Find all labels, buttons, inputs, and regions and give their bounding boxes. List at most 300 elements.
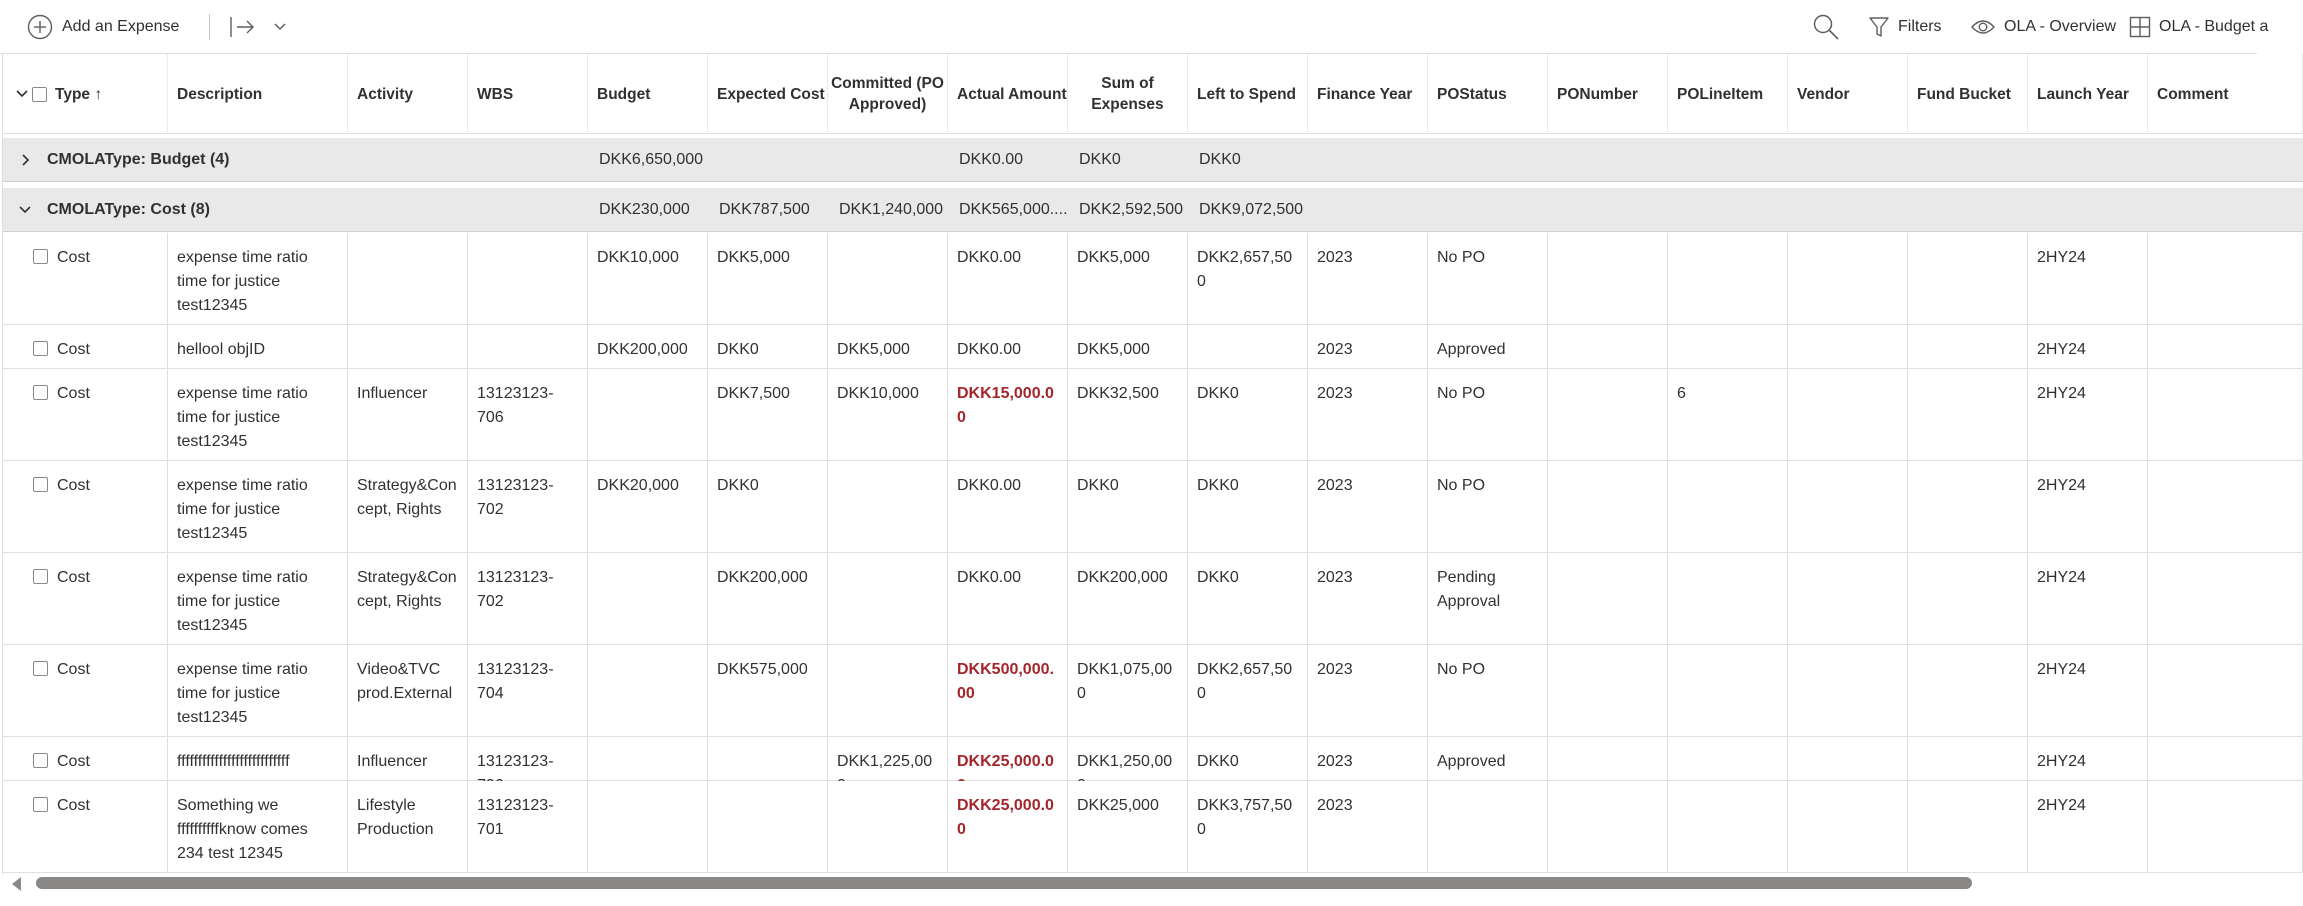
cell-text: Cost [57,341,90,358]
cell-description [168,553,348,644]
horizontal-scrollbar[interactable] [0,874,2257,892]
toolbar-divider [209,14,210,40]
table-row[interactable] [3,233,2303,325]
grid-icon [2129,16,2151,38]
column-header-label: Comment [2157,85,2229,103]
cell-text: 6 [1677,385,1686,402]
column-header-actual-amount[interactable] [948,54,1068,134]
cell-text: expense time ratio time for justice test12345 [177,385,308,450]
cell-text: 2023 [1317,385,1353,402]
cell-text: 2HY24 [2037,341,2086,358]
column-header-label: Fund Bucket [1917,85,2011,103]
cell-launch-year [2028,233,2148,324]
group-header-row[interactable] [3,138,2303,182]
cell-type [3,461,168,552]
cell-fund-bucket [1908,553,2028,644]
cell-polineitem [1668,461,1788,552]
cell-committed [828,325,948,368]
cell-committed [828,645,948,736]
column-header-polineitem[interactable] [1668,54,1788,134]
cell-budget [588,781,708,872]
add-expense-label: Add an Expense [62,18,180,35]
cell-text: DKK575,000 [717,661,808,678]
cell-budget [588,325,708,368]
cell-text: 13123123-701 [477,797,554,838]
column-header-comment[interactable] [2148,54,2303,134]
column-header-label: Type ↑ [55,85,103,103]
column-header-label: Committed (PO Approved) [831,75,944,113]
cell-left-to-spend [1188,645,1308,736]
group-total-actual-amount: DKK565,000.... [959,201,1068,218]
cell-text: 2023 [1317,753,1353,770]
cell-left-to-spend [1188,325,1308,368]
cell-postatus [1428,325,1548,368]
cell-sum-expenses [1068,737,1188,780]
cell-postatus [1428,461,1548,552]
cell-description [168,461,348,552]
cell-expected-cost [708,553,828,644]
column-header-wbs[interactable] [468,54,588,134]
cell-text: 2HY24 [2037,385,2086,402]
cell-sum-expenses [1068,645,1188,736]
cell-activity [348,645,468,736]
cell-activity [348,461,468,552]
view-label: OLA - Overview [2004,18,2117,35]
cell-text: No PO [1437,249,1486,266]
cell-ponumber [1548,325,1668,368]
cell-text: DKK0 [1197,385,1239,402]
table-row[interactable] [3,325,2303,369]
cell-sum-expenses [1068,325,1188,368]
cell-vendor [1788,325,1908,368]
add-expense-button[interactable] [27,0,179,54]
column-header-ponumber[interactable] [1548,54,1668,134]
cell-comment [2148,369,2303,460]
column-header-postatus[interactable] [1428,54,1548,134]
cell-vendor [1788,781,1908,872]
column-header-label: Activity [357,85,413,103]
group-total-expected-cost [719,138,825,182]
group-total-sum-expenses: DKK2,592,500 [1079,201,1184,218]
column-header-activity[interactable] [348,54,468,134]
cell-vendor [1788,233,1908,324]
cell-text: DKK0 [1197,753,1239,770]
collapse-all-chevron-icon[interactable] [15,89,29,99]
cell-actual-amount [948,645,1068,736]
cell-text: hellool objID [177,341,266,358]
column-header-label: Finance Year [1317,85,1413,103]
cell-text: DKK25,000.0 [957,753,1054,770]
cell-ponumber [1548,737,1668,780]
cell-text: DKK0 [717,477,759,494]
cell-type [3,737,168,780]
cell-postatus [1428,233,1548,324]
cell-budget [588,461,708,552]
grid-view-button[interactable] [2129,0,2268,54]
filters-label: Filters [1898,18,1942,35]
cell-text: DKK15,000.00 [957,385,1054,426]
cell-launch-year [2028,461,2148,552]
group-total-left-to-spend: DKK9,072,500 [1199,201,1304,218]
cell-polineitem [1668,737,1788,780]
cell-launch-year [2028,369,2148,460]
cell-launch-year [2028,737,2148,780]
cell-text: DKK32,500 [1077,385,1159,402]
cell-text: 2023 [1317,797,1353,814]
cell-budget [588,737,708,780]
cell-comment [2148,645,2303,736]
column-header-label: Budget [597,85,651,103]
cell-sum-expenses [1068,461,1188,552]
eye-icon [1970,17,1996,37]
cell-text: DKK7,500 [717,385,790,402]
cell-description [168,233,348,324]
column-header-left-to-spend[interactable] [1188,54,1308,134]
cell-type [3,781,168,872]
cell-finance-year [1308,233,1428,324]
cell-text: 13123123-704 [477,661,554,702]
cell-text: 2HY24 [2037,477,2086,494]
column-header-launch-year[interactable] [2028,54,2148,134]
cell-text: expense time ratio time for justice test12345 [177,477,308,542]
cell-text: Something we ffffffffffknow comes 234 test 12345 [177,797,308,862]
cell-sum-expenses [1068,233,1188,324]
filters-button[interactable] [1868,0,1942,54]
cell-text: DKK2,657,500 [1197,249,1293,290]
cell-text: Lifestyle Production [357,797,434,838]
cell-text: Cost [57,385,90,402]
search-button[interactable] [1812,0,1840,54]
cell-text: Influencer [357,753,428,770]
select-all-checkbox[interactable] [32,87,47,102]
cell-text: expense time ratio time for justice test12345 [177,661,308,726]
cell-text: Cost [57,753,90,770]
cell-vendor [1788,369,1908,460]
column-header-finance-year[interactable] [1308,54,1428,134]
cell-comment [2148,233,2303,324]
cell-text: 13123123-706 [477,385,554,426]
cell-sum-expenses [1068,781,1188,872]
cell-text: DKK200,000 [717,569,808,586]
cell-description [168,781,348,872]
column-header-sum-expenses[interactable] [1068,54,1188,134]
cell-text: DKK200,000 [1077,569,1168,586]
column-header-label: Launch Year [2037,85,2129,103]
cell-vendor [1788,461,1908,552]
cell-text: Cost [57,797,90,814]
filter-icon [1868,15,1890,39]
cell-text: expense time ratio time for justice test12345 [177,249,308,314]
plus-circle-icon [27,14,53,40]
cell-committed [828,737,948,780]
cell-ponumber [1548,233,1668,324]
cell-wbs [468,369,588,460]
cell-description [168,645,348,736]
export-dropdown-button[interactable] [273,0,287,54]
cell-text: DKK10,000 [837,385,919,402]
column-header-label: POLineItem [1677,85,1764,103]
cell-expected-cost [708,645,828,736]
cell-finance-year [1308,461,1428,552]
cell-committed [828,553,948,644]
cell-text: No PO [1437,385,1486,402]
cell-committed [828,369,948,460]
cell-description [168,737,348,780]
cell-activity [348,553,468,644]
column-header-label: Sum of Expenses [1091,75,1164,113]
cell-launch-year [2028,781,2148,872]
group-header-row[interactable] [3,188,2303,232]
cell-activity [348,737,468,780]
cell-text: DKK25,000.00 [957,797,1054,838]
cell-wbs [468,737,588,780]
group-total-budget: DKK230,000 [599,201,690,218]
cell-ponumber [1548,781,1668,872]
cell-description [168,369,348,460]
grid-view-label: OLA - Budget a [2159,18,2269,35]
cell-expected-cost [708,737,828,780]
cell-expected-cost [708,233,828,324]
cell-text: expense time ratio time for justice test12345 [177,569,308,634]
cell-comment [2148,461,2303,552]
cell-actual-amount [948,233,1068,324]
cell-actual-amount [948,461,1068,552]
cell-text: DKK5,000 [1077,249,1150,266]
cell-text: Cost [57,569,90,586]
cell-text: DKK25,000 [1077,797,1159,814]
column-header-committed[interactable] [828,54,948,134]
cell-text: Video&TVC prod.External [357,661,453,702]
group-total-left-to-spend: DKK0 [1199,151,1241,168]
cell-activity [348,781,468,872]
cell-sum-expenses [1068,369,1188,460]
cell-text: fffffffffffffffffffffffffff [177,753,290,770]
column-header-label: Left to Spend [1197,85,1297,103]
cell-left-to-spend [1188,553,1308,644]
cell-polineitem [1668,369,1788,460]
cell-text: DKK1,075,000 [1077,661,1173,702]
column-header-label: POStatus [1437,85,1507,103]
cell-text: DKK5,000 [1077,341,1150,358]
cell-text: Cost [57,661,90,678]
cell-wbs [468,553,588,644]
cell-expected-cost [708,369,828,460]
cell-finance-year [1308,781,1428,872]
cell-text: 2023 [1317,249,1353,266]
group-total-expected-cost: DKK787,500 [719,201,810,218]
cell-expected-cost [708,781,828,872]
export-button[interactable] [228,0,256,54]
cell-text: Cost [57,477,90,494]
cell-text: 13123123-702 [477,569,554,610]
cell-actual-amount [948,325,1068,368]
cell-actual-amount [948,369,1068,460]
column-header-label: Actual Amount [957,85,1067,103]
cell-text: 2023 [1317,341,1353,358]
chevron-down-icon [273,22,287,32]
cell-comment [2148,737,2303,780]
cell-text: DKK0.00 [957,341,1022,358]
cell-expected-cost [708,325,828,368]
export-icon [228,15,256,39]
cell-type [3,645,168,736]
cell-text: Strategy&Concept, Rights [357,477,457,518]
chevron-down-icon[interactable] [17,202,33,218]
cell-text: DKK5,000 [837,341,910,358]
column-header-label: Vendor [1797,85,1850,103]
cell-text: DKK3,757,500 [1197,797,1293,838]
cell-vendor [1788,553,1908,644]
cell-text: DKK20,000 [597,477,679,494]
cell-type [3,325,168,368]
cell-polineitem [1668,233,1788,324]
table-row[interactable] [3,553,2303,645]
chevron-right-icon[interactable] [17,152,33,168]
cell-wbs [468,461,588,552]
group-total-budget: DKK6,650,000 [599,151,704,168]
cell-actual-amount [948,553,1068,644]
column-header-label: WBS [477,85,514,103]
cell-expected-cost [708,461,828,552]
cell-committed [828,461,948,552]
cell-text: DKK500,000.00 [957,661,1054,702]
column-header-row [3,54,2303,134]
cell-left-to-spend [1188,461,1308,552]
cell-vendor [1788,737,1908,780]
cell-text: DKK1,225,00 [837,753,933,770]
cell-text: 2HY24 [2037,569,2086,586]
table-row[interactable] [3,645,2303,737]
cell-type [3,553,168,644]
cell-ponumber [1548,553,1668,644]
cell-type [3,233,168,324]
cell-postatus [1428,645,1548,736]
cell-activity [348,233,468,324]
cell-launch-year [2028,325,2148,368]
cell-text: DKK200,000 [597,341,688,358]
cell-ponumber [1548,645,1668,736]
cell-text: Influencer [357,385,428,402]
expense-grid [2,54,2257,874]
cell-text: Strategy&Concept, Rights [357,569,457,610]
cell-text: DKK0 [717,341,759,358]
cell-fund-bucket [1908,781,2028,872]
column-header-budget[interactable] [588,54,708,134]
cell-text: 13123123-702 [477,477,554,518]
cell-comment [2148,781,2303,872]
cell-text: Approved [1437,753,1506,770]
cell-budget [588,553,708,644]
cell-fund-bucket [1908,461,2028,552]
table-row[interactable] [3,461,2303,553]
cell-text: 2HY24 [2037,797,2086,814]
cell-text: DKK0 [1197,477,1239,494]
cell-text: DKK0.00 [957,569,1022,586]
cell-left-to-spend [1188,737,1308,780]
scroll-left-arrow-icon[interactable] [12,877,21,891]
cell-activity [348,369,468,460]
cell-text: DKK5,000 [717,249,790,266]
table-row[interactable] [3,369,2303,461]
column-header-expected-cost[interactable] [708,54,828,134]
cell-text: DKK1,250,00 [1077,753,1173,770]
cell-text: 2HY24 [2037,753,2086,770]
cell-wbs [468,325,588,368]
column-header-fund-bucket[interactable] [1908,54,2028,134]
group-total-committed: DKK1,240,000 [839,201,944,218]
cell-postatus [1428,553,1548,644]
cell-actual-amount [948,781,1068,872]
cell-postatus [1428,369,1548,460]
cell-text: Cost [57,249,90,266]
cell-comment [2148,553,2303,644]
cell-budget [588,233,708,324]
cell-text: DKK0 [1197,569,1239,586]
cell-finance-year [1308,553,1428,644]
search-icon [1812,13,1840,41]
cell-ponumber [1548,461,1668,552]
cell-committed [828,781,948,872]
column-header-label: Expected Cost [717,85,825,103]
table-row[interactable] [3,781,2303,873]
cell-budget [588,369,708,460]
cell-fund-bucket [1908,737,2028,780]
cell-text: DKK10,000 [597,249,679,266]
view-selector-button[interactable] [1970,0,2116,54]
cell-left-to-spend [1188,781,1308,872]
cell-wbs [468,233,588,324]
cell-text: DKK0 [1077,477,1119,494]
cell-text: Pending Approval [1437,569,1501,610]
cell-type [3,369,168,460]
cell-committed [828,233,948,324]
column-header-type[interactable] [3,54,168,134]
cell-wbs [468,645,588,736]
cell-polineitem [1668,553,1788,644]
cell-polineitem [1668,325,1788,368]
cell-text: Approved [1437,341,1506,358]
cell-finance-year [1308,645,1428,736]
scroll-thumb[interactable] [36,877,1972,889]
cell-left-to-spend [1188,233,1308,324]
cell-text: 13123123- [477,753,554,770]
table-row[interactable] [3,737,2303,781]
column-header-description[interactable] [168,54,348,134]
cell-sum-expenses [1068,553,1188,644]
cell-text: 2HY24 [2037,249,2086,266]
cell-finance-year [1308,325,1428,368]
cell-actual-amount [948,737,1068,780]
column-header-vendor[interactable] [1788,54,1908,134]
cell-text: 2023 [1317,661,1353,678]
cell-budget [588,645,708,736]
cell-vendor [1788,645,1908,736]
cell-text: DKK0.00 [957,249,1022,266]
cell-wbs [468,781,588,872]
group-total-committed [839,138,945,182]
cell-comment [2148,325,2303,368]
cell-ponumber [1548,369,1668,460]
column-header-label: Description [177,85,263,103]
column-header-label: PONumber [1557,85,1638,103]
cell-text: 2023 [1317,477,1353,494]
cell-text: No PO [1437,477,1486,494]
cell-postatus [1428,781,1548,872]
group-total-actual-amount: DKK0.00 [959,151,1024,168]
cell-polineitem [1668,645,1788,736]
cell-launch-year [2028,645,2148,736]
cell-fund-bucket [1908,325,2028,368]
